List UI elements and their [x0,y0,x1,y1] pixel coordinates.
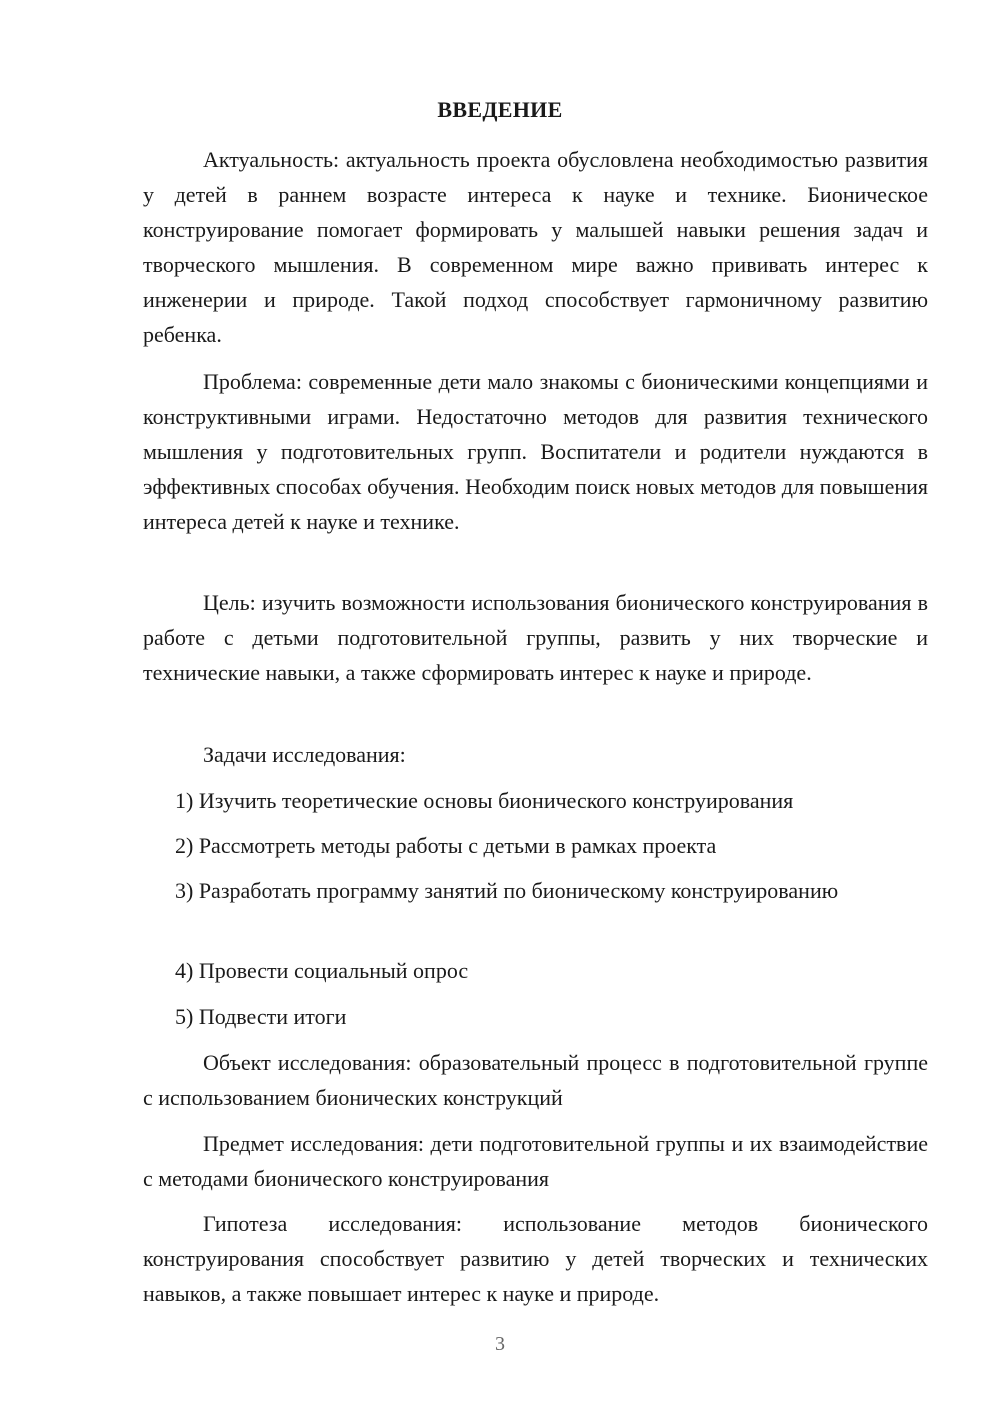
task-item-5: 5) Подвести итоги [175,1004,347,1029]
task-item-1: 1) Изучить теоретические основы бионического конструирования [175,788,794,813]
paragraph-hypothesis: Гипотеза исследования: использование методов бионического конструирования способствует развитию у детей творческих и технических навыков, а также повышает интерес к науке и природе. [143,1211,928,1306]
paragraph-object: Объект исследования: образовательный процесс в подготовительной группе с использованием бионических конструкций [143,1050,928,1110]
page-title: ВВЕДЕНИЕ [437,97,563,122]
task-item-3: 3) Разработать программу занятий по бионическому конструированию [175,878,839,903]
page-number: 3 [495,1333,505,1355]
paragraph-subject: Предмет исследования: дети подготовительной группы и их взаимодействие с методами бионического конструирования [143,1131,928,1191]
task-item-2: 2) Рассмотреть методы работы с детьми в рамках проекта [175,833,717,858]
paragraph-problem: Проблема: современные дети мало знакомы с бионическими концепциями и конструктивными играми. Недостаточно методов для развития технического мышления у подготовительных групп. Воспитатели и родители нуждаются в эффективных способах обучения. Необходим поиск новых методов для повышения интереса детей к науке и технике. [143,369,928,534]
paragraph-goal: Цель: изучить возможности использования бионического конструирования в работе с детьми подготовительной группы, развить у них творческие и технические навыки, а также сформировать интерес к науке и природе. [143,590,928,685]
task-item-4: 4) Провести социальный опрос [175,958,469,983]
tasks-heading: Задачи исследования: [203,742,406,767]
paragraph-relevance: Актуальность: актуальность проекта обусловлена необходимостью развития у детей в раннем возрасте интереса к науке и технике. Бионическое конструирование помогает формировать у малышей навыки решения задач и творческого мышления. В современном мире важно прививать интерес к инженерии и природе. Такой подход способствует гармоничному развитию ребенка. [143,147,928,347]
